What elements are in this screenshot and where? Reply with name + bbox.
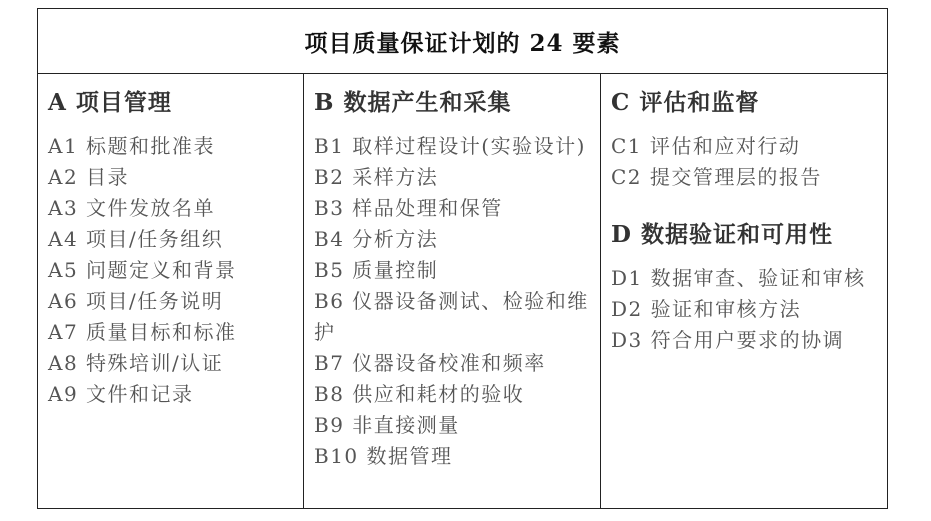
list-item: B2 采样方法 [314, 165, 439, 189]
section-b-list [314, 131, 594, 472]
list-item: D2 验证和审核方法 [611, 297, 802, 321]
section-heading-d: D 数据验证和可用性 [611, 221, 833, 248]
list-item: A7 质量目标和标准 [48, 320, 237, 344]
list-item: B4 分析方法 [314, 227, 439, 251]
section-d [611, 219, 881, 356]
list-item: B7 仪器设备校准和频率 [314, 351, 546, 375]
list-item: B9 非直接测量 [314, 413, 460, 437]
list-item: A6 项目/任务说明 [48, 289, 224, 313]
table-title: 项目质量保证计划的 24 要素 [38, 9, 887, 74]
list-item: D1 数据审查、验证和审核 [611, 266, 866, 290]
list-item: B6 仪器设备测试、检验和维护 [314, 289, 589, 344]
column-a [38, 73, 304, 508]
list-item: A2 目录 [48, 165, 130, 189]
elements-table [37, 8, 888, 509]
list-item: A3 文件发放名单 [48, 196, 216, 220]
list-item: B8 供应和耗材的验收 [314, 382, 525, 406]
section-a-list [48, 131, 297, 410]
list-item: C1 评估和应对行动 [611, 134, 801, 158]
section-heading-a: A 项目管理 [48, 89, 172, 116]
section-c-list [611, 131, 881, 193]
column-b [304, 73, 601, 508]
list-item: B5 质量控制 [314, 258, 439, 282]
section-heading-c: C 评估和监督 [611, 89, 760, 116]
list-item: B3 样品处理和保管 [314, 196, 503, 220]
section-d-list [611, 263, 881, 356]
list-item: B10 数据管理 [314, 444, 453, 468]
list-item: B1 取样过程设计(实验设计) [314, 134, 586, 158]
list-item: A8 特殊培训/认证 [48, 351, 224, 375]
list-item: D3 符合用户要求的协调 [611, 328, 845, 352]
column-c-d [601, 73, 887, 508]
list-item: A5 问题定义和背景 [48, 258, 237, 282]
list-item: A4 项目/任务组织 [48, 227, 224, 251]
list-item: A1 标题和批准表 [48, 134, 216, 158]
list-item: A9 文件和记录 [48, 382, 194, 406]
list-item: C2 提交管理层的报告 [611, 165, 822, 189]
section-heading-b: B 数据产生和采集 [314, 89, 512, 116]
